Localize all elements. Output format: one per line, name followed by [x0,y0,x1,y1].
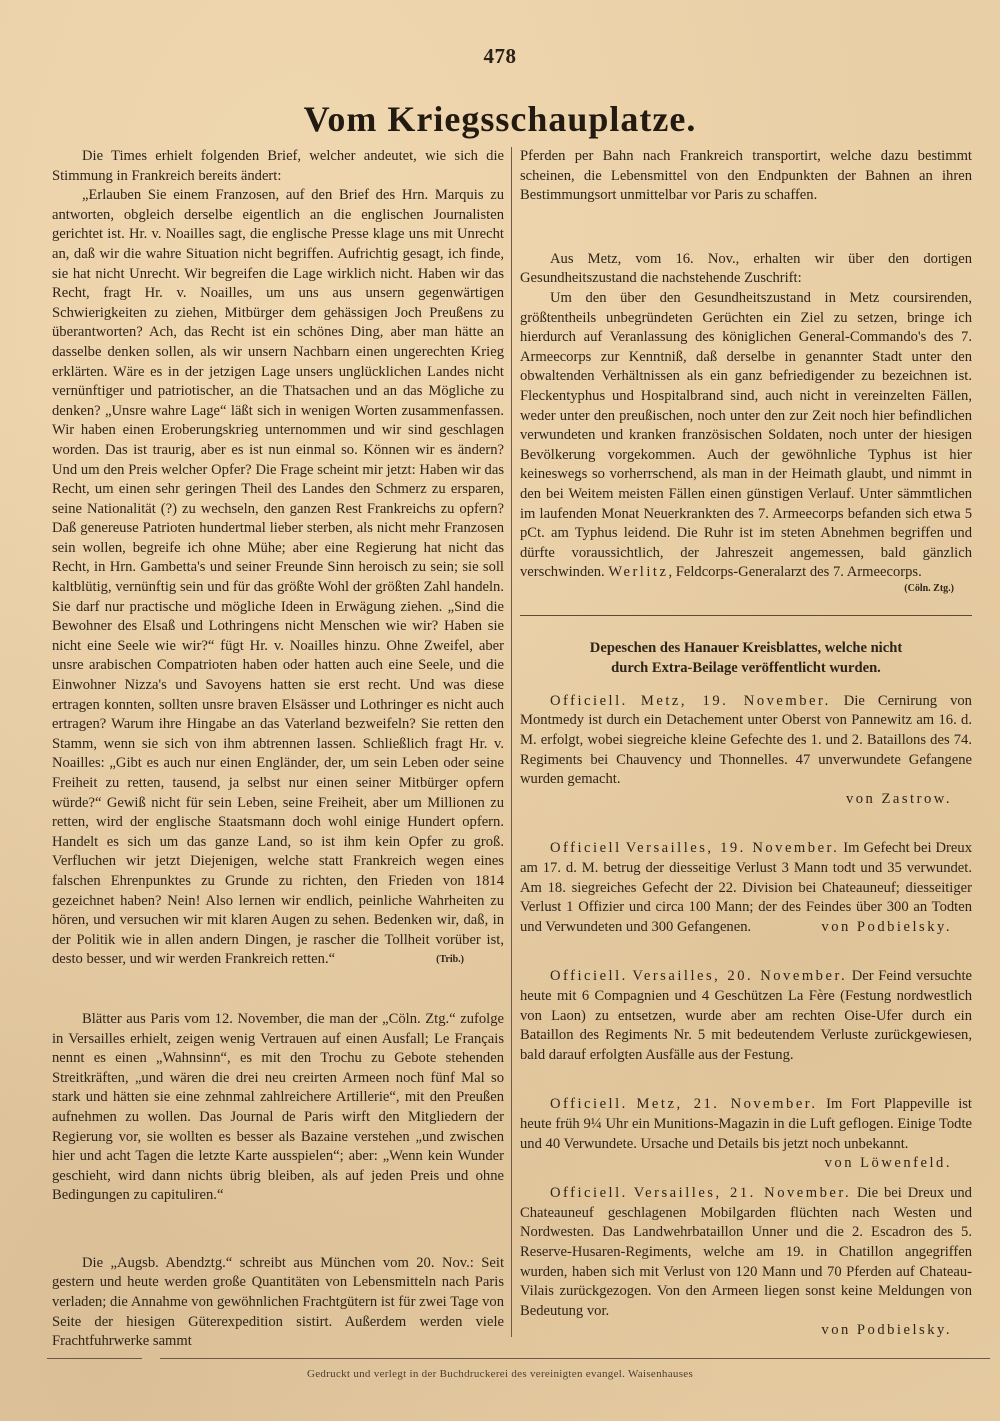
left-column [52,147,504,1352]
page-number: 478 [483,44,517,68]
signature-title: , Feldcorps-Generalarzt des 7. Armeecorps. [668,564,922,581]
dispatches-heading [520,638,972,678]
column-divider [511,147,512,1337]
dispatch-place: Versailles, 21. November. [633,1185,852,1202]
section-rule [520,615,972,616]
dispatch-signature: von Zastrow. [845,790,952,807]
dispatch-place: Versailles, 20. November. [632,968,848,985]
dispatch-place: Metz, 21. November. [636,1096,818,1113]
right-column [520,147,972,1341]
dispatch-label: Officiell. [550,968,628,985]
article-metz-body: Um den über den Gesundheitszustand in Metz coursirenden, größtentheils unbegründeten Gerüchten ein Ziel zu setzen, bringe ich hierdurch auf Veranlassung des königlichen General-Commando's des 7. Armeecorps zur Kenntniß, daß derselbe in genannter Stadt unter den obwaltenden Verhältnissen als ein ganz befriedigender zu bezeichnen ist. Fleckentyphus und Hospitalbrand sind, auch nicht in vereinzelten Fällen, weder unter den preußischen, noch unter den zur Zeit noch hier befindlichen verwundeten und kranken französischen Soldaten, noch unter der hiesigen Bevölkerung vorgekommen. Auch der gewöhnliche Typhus ist hier keineswegs so vorherrschend, als man in der Heimath glaubt, und nimmt in den bei Weitem meisten Fällen einen günstigen Verlauf. Unter sämmtlichen im laufenden Monat Neuerkrankten des 7. Armeecorps befanden sich etwa 5 pCt. am Typhus leidend. Die Ruhr ist im steten Abnehmen begriffen und dürfte voraussichtlich, der Jahreszeit angemessen, bald gänzlich verschwinden. [520,289,972,581]
dispatch-item [520,1095,972,1172]
dispatch-place: Versailles, 19. November. [625,840,840,857]
article-augsburg-continued: Pferden per Bahn nach Frankreich transportirt, welche dazu bestimmt scheinen, die Lebensmittel von den Endpunkten der Bahnen an ihren Bestimmungsort unmittelbar vor Paris zu schaffen. [520,148,972,204]
dispatch-label: Officiell [550,840,622,857]
article-paris-papers: Blätter aus Paris vom 12. November, die man der „Cöln. Ztg.“ zufolge in Versailles erhielt, zeigen wenig Vertrauen auf einen Ausfall; Le Français nennt es einen „Wahnsinn“, es mit den Trochu zu Gebote stehenden Streitkräften, „und wären die drei neu creirten Armeen noch fünf Mal so stark und hätten sie eine zehnmal zahlreichere Artillerie“, mit den Preußen aufnehmen zu wollen. Das Journal de Paris wirft den Mitgliedern der Regierung vor, sie wollten es besser als Bazaine verstehen „und zwischen hier und acht Tagen die letzte Karte ausspielen“; aber: „Wenn kein Wunder geschieht, wird dann nichts übrig bleiben, als auf jeden Preis und ohne Bedingungen zu capituliren.“ [52,1010,504,1204]
dispatch-signature: von Podbielsky. [821,1322,952,1339]
dispatch-signature: von Löwenfeld. [824,1155,952,1172]
dispatch-item [520,839,972,937]
dispatch-text: Im Gefecht bei Dreux am 17. d. M. betrug der diesseitige Verlust 3 Mann todt und 35 verwundet. Am 18. siegreiches Gefecht der 22. Division bei Chateauneuf; diesseitiger Verlust 1 Offizier und circa 100 Mann; der des Feindes über 300 an Todten und Verwundeten und 300 Gefangenen. [520,840,972,935]
dispatch-text: Die Cernirung von Montmedy ist durch ein Detachement unter Oberst von Pannewitz am 16. d. M. erfolgt, wobei siegreiche kleine Gefechte des 1. und 2. Bataillons des 74. Regiments bei Chauvency und Thonnelles. 47 unverwundete Gefangene wurden gemacht. [520,692,972,788]
article-times-letter: „Erlauben Sie einem Franzosen, auf den Brief des Hrn. Marquis zu antworten, obgleich derselbe eigentlich an die englischen Journalisten gerichtet ist. Hr. v. Noailles sagt, die englische Presse klage uns mit Unrecht an, daß wir die wahre Situation nicht begriffen. Aufrichtig gesagt, ich finde, sie hat nicht Unrecht. Wir begreifen die Lage wirklich nicht. Haben wir das Recht, fragt Hr. v. Noailles, um uns aus unsern gegenwärtigen Schwierigkeiten zu ziehen, Mitbürger dem gehässigen Joch Preußens zu überantworten? Ach, das Recht ist ein schönes Ding, aber man hätte an dasselbe denken sollen, als wir unsern Nachbarn einen ungerechten Krieg erklärten. Wäre es in der jetzigen Lage unsers unglücklichen Landes nicht vernünftiger und patriotischer, an die Thatsachen und an das Mögliche zu denken? „Unsre wahre Lage“ läßt sich in wenigen Worten zusammenfassen. Wir haben einen Eroberungskrieg unternommen und wir sind geschlagen worden. Das ist traurig, aber es ist nun einmal so. Können wir es ändern? Und um den Preis welcher Opfer? Die Frage scheint mir jetzt: Haben wir das Recht, um einen sehr geringen Theil des Landes den Schmerz zu ersparen, seine Nationalität (?) zu wechseln, den ganzen Rest Frankreichs zu opfern? Daß genereuse Patrioten hundertmal lieber sterben, als nicht mehr Franzosen sein wollen, begreife ich ohne Mühe; aber eine Regierung hat nicht das Recht, in Hrn. Gambetta's und seiner Freunde Sinn heroisch zu sein; sie soll kaltblütig, vernünftig sein und für das größte Wohl der größten Zahl handeln. Sie darf nur practische und mögliche Ideen in Erwägung ziehen. „Sind die Bewohner des Elsaß und Lothringens nicht Menschen wie wir? Haben sie nicht eine Seele wie wir?“ fügt Hr. v. Noailles hinzu. Ohne Zweifel, aber unsre arabischen Compatrioten haben oder hatten auch eine Seele, und die Einwohner Nizza's und Savoyens hatten sie erst recht. Und was diese ertragen konnten, sollten unsre braven Elsässer und Lothringer es nicht auch ertragen? Warum ihre Hingabe an das Vaterland bezweifeln? Sie retten den Stamm, wenn sie sich von ihm abtrennen lassen. Schließlich fragt Hr. v. Noailles: „Gibt es auch nur einen Engländer, der, um sein Leben oder seine Freiheit zu retten, tausend, ja selbst nur einen seiner Mitbürger opfern würde?“ Gewiß nicht für sein Leben, seine Freiheit, aber um Millionen zu retten, wird der englische Staatsmann doch wohl einige Hundert opfern. Handelt es sich um das ganze Land, so ist ihm kein Opfer zu groß. Verfluchen wir jetzt Diejenigen, welche statt Frankreich wegen eines falschen Ehrenpunktes zu Grunde zu richten, den Frieden von 1814 gezeichnet haben? Nein! Also lernen wir endlich, peinliche Wahrheiten zu hören, und versuchen wir mit klaren Augen zu sehen. Bedenken wir, daß, in der Politik wie in allen andern Dingen, je rascher die Tollheit vorüber ist, desto besser, und wir werden Frankreich retten.“ [52,187,504,968]
dispatch-place: Metz, 19. November. [640,692,831,709]
page-title: Vom Kriegsschauplatze. [303,99,697,139]
dispatch-label: Officiell. [550,1096,628,1113]
dispatch-signature: von Podbielsky. [821,918,952,935]
source-attribution-coeln: (Cöln. Ztg.) [904,582,954,594]
dispatch-item [520,692,972,790]
dispatch-text: Die bei Dreux und Chateauneuf geschlagenen Mobilgarden flüchten nach Westen und Nordwesten. Das Landwehrbataillon Unner und die 2. Escadron des 5. Reserve-Husaren-Regiments, welche am 19. in Chatillon angegriffen wurden, haben sich mit Verlust von 120 Mann und 70 Pferden auf Chateau-Vilais zurückgezogen. Von den Armeen liegen sonst keine Meldungen von Bedeutung vor. [520,1185,972,1319]
article-metz-intro: Aus Metz, vom 16. Nov., erhalten wir über den dortigen Gesundheitszustand die nachstehende Zuschrift: [520,250,972,287]
article-metz-letter [520,289,972,583]
dispatch-item [520,967,972,1065]
dispatches-heading-line2: durch Extra-Beilage veröffentlicht wurden. [611,659,881,676]
dispatch-text: Im Fort Plappeville ist heute früh 9¼ Uhr ein Munitions-Magazin in die Luft geflogen. Einige Todte und 40 Verwundete. Ursache und Details bis jetzt noch unbekannt. [520,1096,972,1152]
dispatch-label: Officiell. [550,692,628,709]
article-times-intro: Die Times erhielt folgenden Brief, welcher andeutet, wie sich die Stimmung in Frankreich bereits ändert: [52,148,504,184]
footer-rule [160,1358,990,1359]
printer-imprint: Gedruckt und verlegt in der Buchdruckerei des vereinigten evangel. Waisenhauses [306,1368,694,1380]
dispatch-label: Officiell. [550,1185,628,1202]
article-augsburg: Die „Augsb. Abendztg.“ schreibt aus München vom 20. Nov.: Seit gestern und heute werden große Quantitäten von Lebensmitteln nach Paris verladen; die Annahme von gewöhnlichen Frachtgütern ist für zwei Tage von Seite der hiesigen Güterexpedition sistirt. Außerdem werden viele Frachtfuhrwerke sammt [52,1254,504,1350]
dispatch-item [520,1184,972,1321]
footer-rule [47,1358,142,1359]
dispatches-heading-line1: Depeschen des Hanauer Kreisblattes, welche nicht [589,639,903,656]
source-attribution-trib: (Trib.) [436,953,464,965]
signature-name: Werlitz [608,564,669,581]
dispatch-text: Der Feind versuchte heute mit 6 Compagnien und 4 Geschützen La Fère (Festung nordwestlich von Laon) zu entsetzen, wurde aber am rechten Oise-Ufer durch ein Bataillon des Regiments Nr. 5 mit bedeutendem Verluste zurückgewiesen, bald darauf erfolgten Ausfälle aus der Festung. [520,968,972,1063]
